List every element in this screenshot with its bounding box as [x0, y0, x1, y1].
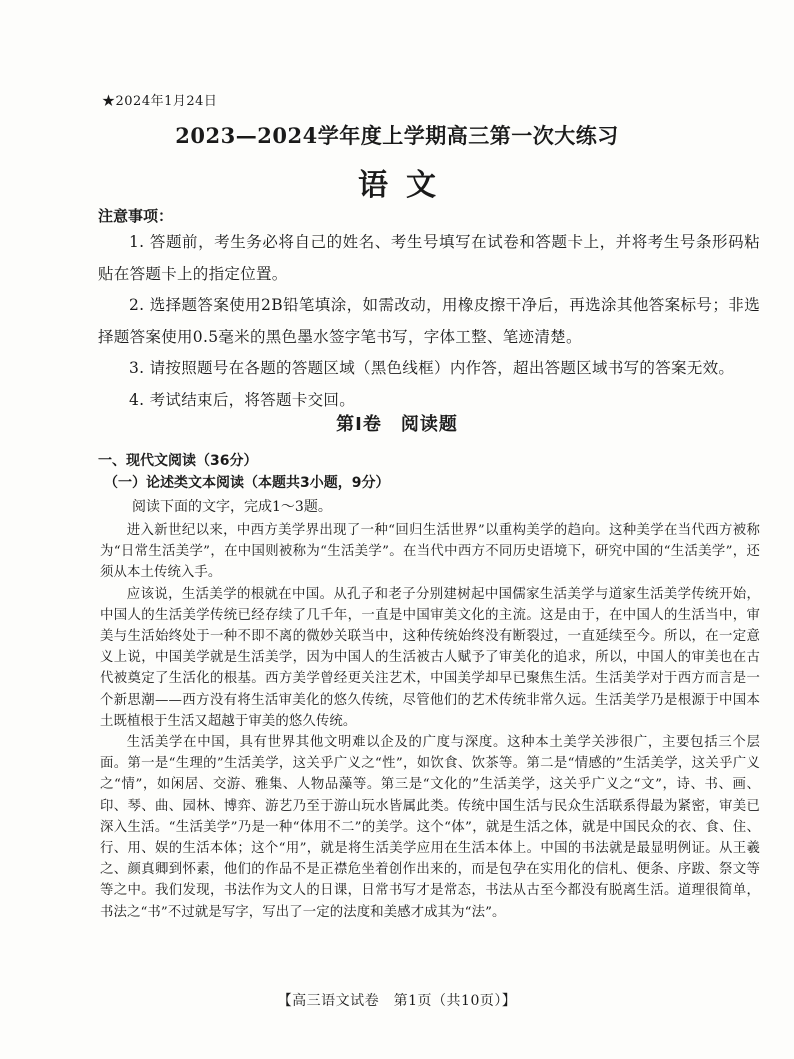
subsection-heading: （一）论述类文本阅读（本题共3小题，9分） [104, 475, 390, 491]
reading-instruction: 阅读下面的文字，完成1～3题。 [132, 499, 332, 515]
passage-paragraph: 生活美学在中国，具有世界其他文明难以企及的广度与深度。这种本土美学关涉很广，主要包括三个层面。第一是“生理的”生活美学，这关乎广义之“性”，如饮食、饮茶等。第二是“情感的”生活美学，这关乎广义之“情”，如闲居、交游、雅集、人物品藻等。第三是“文化的”生活美学，这关乎广义之“文”，诗、书、画、印、琴、曲、园林、博弈、游艺乃至于游山玩水皆属此类。传统中国生活与民众生活联系得最为紧密，审美已深入生活。“生活美学”乃是一种“体用不二”的美学。这个“体”，就是生活之体，就是中国民众的衣、食、住、行、用、娱的生活本体；这个“用”，就是将生活美学应用在生活本体上。中国的书法就是最显明例证。从王羲之、颜真卿到怀素，他们的作品不是正襟危坐着创作出来的，而是包孕在实用化的信札、便条、序跋、祭文等等之中。我们发现，书法作为文人的日课，日常书写才是常态，书法从古至今都没有脱离生活。道理很简单，书法之“书”不过就是写字，写出了一定的法度和美感才成其为“法”。 [100, 735, 760, 920]
passage-paragraph: 应该说，生活美学的根就在中国。从孔子和老子分别建树起中国儒家生活美学与道家生活美学传统开始，中国人的生活美学传统已经存续了几千年，一直是中国审美文化的主流。这是由于，在中国人的生活当中，审美与生活始终处于一种不即不离的微妙关联当中，这种传统始终没有断裂过，一直延续至今。所以，在一定意义上说，中国美学就是生活美学，因为中国人的生活被古人赋予了审美化的追求，所以，中国人的审美也在古代被奠定了生活化的根基。西方美学曾经更关注艺术，中国美学却早已聚焦生活。生活美学对于西方而言是一个新思潮——西方没有将生活审美化的悠久传统，尽管他们的艺术传统非常久远。生活美学乃是根源于中国本土既植根于生活又超越于审美的悠久传统。 [100, 586, 760, 729]
page-footer: 【高三语文试卷 第1页（共10页）】 [277, 993, 517, 1009]
notice-list [98, 227, 760, 416]
section-heading: 一、现代文阅读（36分） [98, 453, 258, 469]
reading-passage [100, 520, 760, 923]
passage-paragraph: 进入新世纪以来，中西方美学界出现了一种“回归生活世界”以重构美学的趋向。这种美学在当代西方被称为“日常生活美学”，在中国则被称为“生活美学”。在当代中西方不同历史语境下，研究中国的“生活美学”，还须从本土传统入手。 [100, 523, 760, 581]
notice-item: 3. 请按照题号在各题的答题区域（黑色线框）内作答，超出答题区域书写的答案无效。 [129, 359, 735, 377]
notice-item: 2. 选择题答案使用2B铅笔填涂，如需改动，用橡皮擦干净后，再选涂其他答案标号；非选择题答案使用0.5毫米的黑色墨水签字笔书写，字体工整、笔迹清楚。 [98, 296, 760, 346]
exam-date: ★2024年1月24日 [102, 94, 218, 109]
part-heading: 第Ⅰ卷 阅读题 [336, 414, 458, 435]
notice-item: 1. 答题前，考生务必将自己的姓名、考生号填写在试卷和答题卡上，并将考生号条形码粘贴在答题卡上的指定位置。 [98, 233, 760, 283]
exam-title: 2023—2024学年度上学期高三第一次大练习 [175, 123, 619, 148]
exam-subject: 语文 [358, 168, 454, 203]
notice-item: 4. 考试结束后，将答题卡交回。 [129, 390, 356, 409]
notice-heading: 注意事项： [98, 207, 174, 225]
